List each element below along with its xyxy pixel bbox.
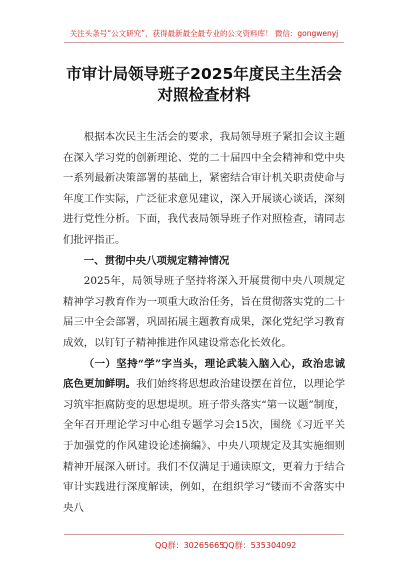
title-line-1: 市审计局领导班子2025年度民主生活会: [66, 65, 342, 83]
title-line-2: 对照检查材料: [157, 86, 251, 104]
document-body: [63, 127, 345, 518]
section-paragraph: 2025年，局领导班子坚持将深入开展贯彻中央八项规定精神学习教育作为一项重大政治任务，旨在贯彻落实党的二十届三中全会部署，巩固拓展主题教育成果，深化党纪学习教育成效，以钉钉子精神推进作风建设常态化长效化。: [63, 275, 345, 349]
footer-divider: [64, 534, 344, 535]
subsection-heading: （一）坚持“学”字当头，理论武装入脑入心，政治忠诚底色更加鲜明。: [63, 357, 345, 391]
subsection-paragraph: [63, 354, 345, 519]
subsection-text: 我们始终将思想政治建设摆在首位，以理论学习筑牢拒腐防变的思想堤坝。班子带头落实“第一议题”制度，全年召开理论学习中心组专题学习会15次，围绕《习近平关于加强党的作风建设论述摘编》、中央八项规定及其实施细则精神开展深入研讨。我们不仅满足于通读原文，更着力于结合审计实践进行深度解读，例如，在组织学习“镂而不舍落实中央八: [63, 378, 345, 514]
header-banner: 关注头条号“公文研究”，获得最新最全最专业的公文资料库！ 微信：gongwenyj: [69, 29, 339, 38]
section-heading: 一、贯彻中央八项规定精神情况: [83, 254, 230, 267]
intro-paragraph: 根据本次民主生活会的要求，我局领导班子紧扣会议主题在深入学习党的创新理论、党的二十届四中全会精神和党中央一系列最新决策部署的基础上，紧密结合审计机关职责使命与年度工作实际，广泛征求意见建议，深入开展谈心谈话，深刻进行党性分析。下面，我代表局领导班子作对照检查，请同志们批评指正。: [63, 131, 345, 246]
header-divider: [64, 42, 344, 43]
footer-qq-group-2: QQ群：535304092: [222, 541, 297, 550]
footer-qq-group-1: QQ群：30265665: [155, 541, 225, 550]
document-title: [40, 64, 368, 106]
